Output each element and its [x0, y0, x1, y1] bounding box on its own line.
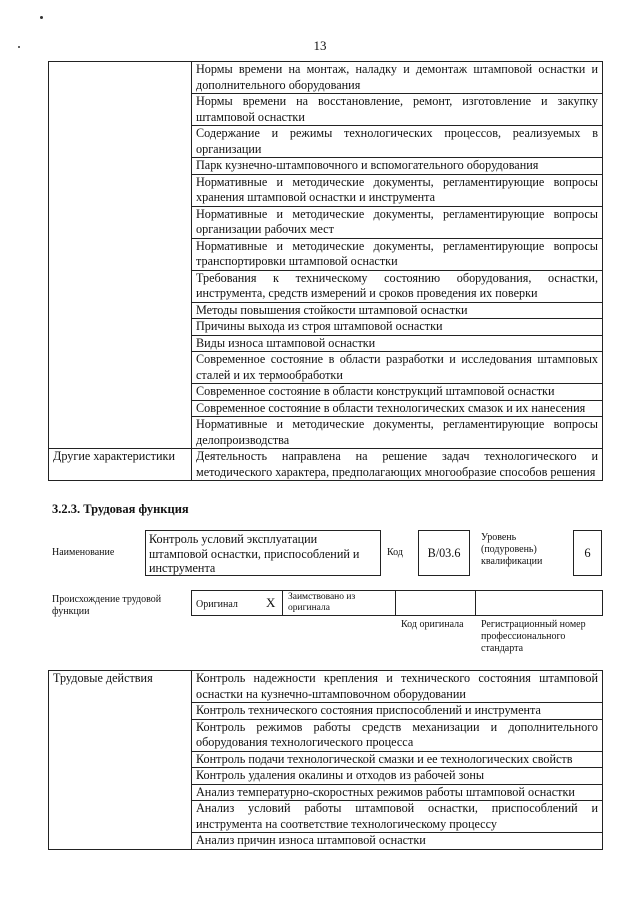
labor-action-item: Анализ причин износа штамповой оснастки [192, 833, 603, 850]
other-characteristics-label: Другие характеристики [49, 449, 192, 481]
level-box [573, 530, 602, 576]
borrowed-label: Заимствовано из оригинала [288, 592, 356, 613]
section-heading: 3.2.3. Трудовая функция [52, 502, 189, 516]
page-number: 13 [313, 38, 327, 53]
knowledge-item: Требования к техническому состоянию оборудования, оснастки, инструмента, средств измерений и сроков проведения их поверки [192, 270, 603, 302]
code-original-caption: Код оригинала [401, 619, 464, 630]
table-row [49, 449, 603, 481]
knowledge-item: Нормы времени на монтаж, наладку и демонтаж штамповой оснастки и дополнительного оборудования [192, 62, 603, 94]
knowledge-item: Причины выхода из строя штамповой оснастки [192, 319, 603, 336]
category-cell [49, 62, 192, 449]
original-mark: X [266, 595, 276, 610]
scan-speck [40, 16, 43, 19]
labor-action-item: Контроль надежности крепления и технического состояния штамповой оснастки на кузнечно-штамповочном оборудовании [192, 671, 603, 703]
labor-action-item: Анализ условий работы штамповой оснастки, приспособлений и инструмента на соответствие технологическому процессу [192, 801, 603, 833]
function-name: Контроль условий эксплуатации штамповой оснастки, приспособлений и инструмента [149, 532, 360, 575]
knowledge-item: Виды износа штамповой оснастки [192, 335, 603, 352]
origin-divider-1 [395, 590, 396, 616]
labor-actions-table [48, 670, 603, 850]
other-characteristics-text: Деятельность направлена на решение задач технологического и методического характера, предполагающих многообразие способов решения [192, 449, 603, 481]
table-row [49, 671, 603, 703]
knowledge-item: Нормативные и методические документы, регламентирующие вопросы организации рабочих мест [192, 206, 603, 238]
table-row [49, 62, 603, 94]
knowledge-item: Нормативные и методические документы, регламентирующие вопросы транспортировки штамповой оснастки [192, 238, 603, 270]
code-box [418, 530, 470, 576]
knowledge-item: Парк кузнечно-штамповочного и вспомогательного оборудования [192, 158, 603, 175]
labor-action-item: Анализ температурно-скоростных режимов работы штамповой оснастки [192, 784, 603, 801]
knowledge-item: Современное состояние в области технологических смазок и их нанесения [192, 400, 603, 417]
name-label: Наименование [52, 547, 115, 558]
knowledge-item: Нормы времени на восстановление, ремонт, изготовление и закупку штамповой оснастки [192, 94, 603, 126]
labor-action-item: Контроль подачи технологической смазки и ее технологических свойств [192, 751, 603, 768]
labor-action-item: Контроль удаления окалины и отходов из рабочей зоны [192, 768, 603, 785]
origin-divider-2 [475, 590, 476, 616]
knowledge-item: Нормативные и методические документы, регламентирующие вопросы хранения штамповой оснастки и инструмента [192, 174, 603, 206]
reg-number-caption: Регистрационный номер профессионального стандарта [481, 619, 586, 654]
origin-original-cell [191, 590, 283, 616]
knowledge-item: Нормативные и методические документы, регламентирующие вопросы делопроизводства [192, 417, 603, 449]
knowledge-item: Современное состояние в области конструкций штамповой оснастки [192, 384, 603, 401]
level-value: 6 [584, 546, 591, 560]
function-name-box [145, 530, 381, 576]
labor-actions-label: Трудовые действия [49, 671, 192, 850]
labor-action-item: Контроль технического состояния приспособлений и инструмента [192, 703, 603, 720]
knowledge-item: Методы повышения стойкости штамповой оснастки [192, 302, 603, 319]
origin-label: Происхождение трудовой функции [52, 594, 162, 617]
original-label: Оригинал [196, 599, 238, 610]
code-value: B/03.6 [427, 546, 461, 560]
knowledge-item: Современное состояние в области разработки и исследования штамповых сталей и их термообработки [192, 352, 603, 384]
knowledge-table [48, 61, 603, 481]
labor-action-item: Контроль режимов работы средств механизации и дополнительного оборудования технологического процесса [192, 719, 603, 751]
code-label: Код [387, 547, 403, 558]
level-label: Уровень (подуровень) квалификации [481, 532, 543, 567]
knowledge-item: Содержание и режимы технологических процессов, реализуемых в организации [192, 126, 603, 158]
